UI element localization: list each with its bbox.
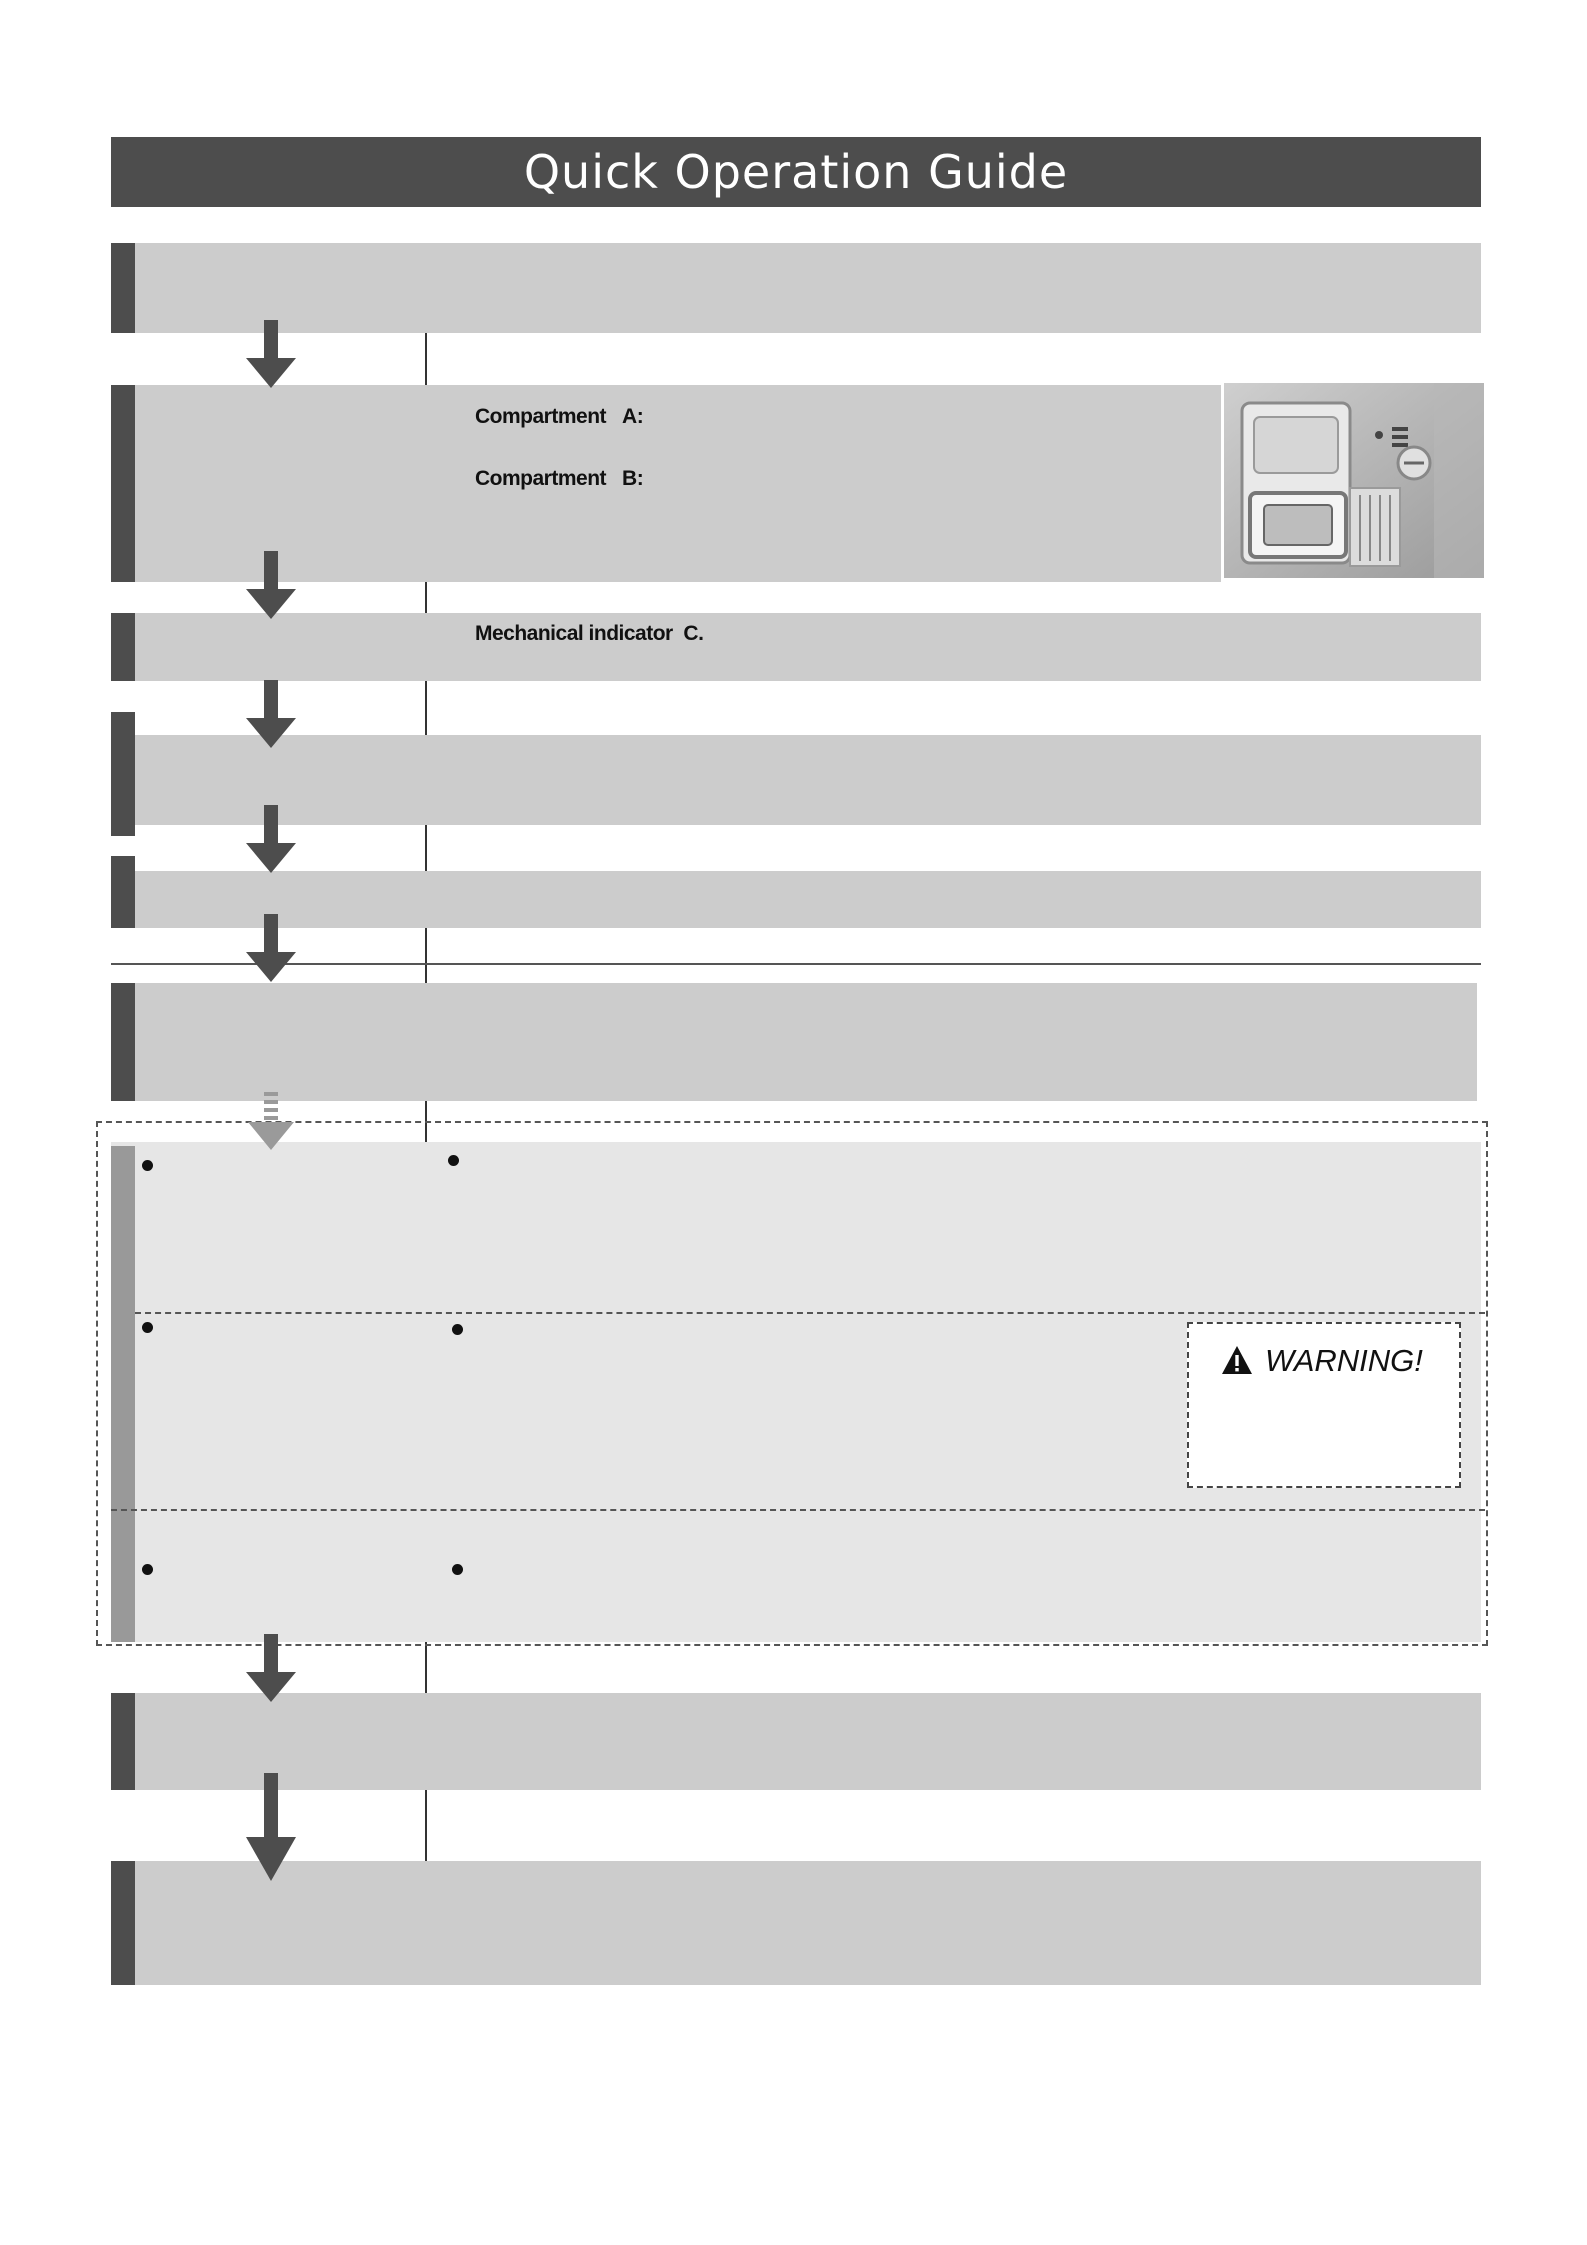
mechanical-indicator-label: Mechanical indicator C.: [475, 622, 704, 645]
step-tab-2: [111, 385, 135, 582]
down-arrow-icon: [246, 1634, 296, 1704]
step-tab-6: [111, 983, 135, 1101]
step-tab-1: [111, 243, 135, 333]
compartment-a-label: Compartment A:: [475, 405, 644, 428]
step-band-1: [111, 243, 1481, 333]
step-tab-5: [111, 856, 135, 928]
bullet-left-1: [142, 1160, 153, 1171]
page-title: Quick Operation Guide: [111, 137, 1481, 207]
bullet-right-2: [452, 1324, 463, 1335]
down-arrow-icon: [246, 1773, 296, 1883]
section-rule: [111, 963, 1481, 965]
step-tab-4: [111, 712, 135, 836]
down-arrow-icon: [246, 914, 296, 984]
compartment-b-label: Compartment B:: [475, 467, 644, 490]
optional-divider-2: [111, 1509, 1485, 1511]
bullet-left-3: [142, 1564, 153, 1575]
dispenser-photo: [1224, 383, 1484, 578]
down-arrow-icon: [246, 680, 296, 750]
step-tab-3: [111, 613, 135, 681]
warning-triangle-icon: [1221, 1345, 1253, 1375]
bullet-left-2: [142, 1322, 153, 1333]
down-arrow-icon: [246, 551, 296, 621]
step-band-4: [135, 735, 1481, 825]
dashed-down-arrow-icon: [246, 1092, 296, 1152]
step-tab-8: [111, 1861, 135, 1985]
optional-divider-1: [135, 1312, 1485, 1314]
step-band-7: [111, 1693, 1481, 1790]
step-band-8: [111, 1861, 1481, 1985]
step-band-5: [135, 871, 1481, 928]
warning-title: WARNING!: [1265, 1343, 1423, 1378]
step-band-6: [111, 983, 1477, 1101]
step-tab-7: [111, 1693, 135, 1790]
down-arrow-icon: [246, 320, 296, 390]
bullet-right-3: [452, 1564, 463, 1575]
bullet-right-1: [448, 1155, 459, 1166]
step-band-3: [111, 613, 1481, 681]
down-arrow-icon: [246, 805, 296, 875]
